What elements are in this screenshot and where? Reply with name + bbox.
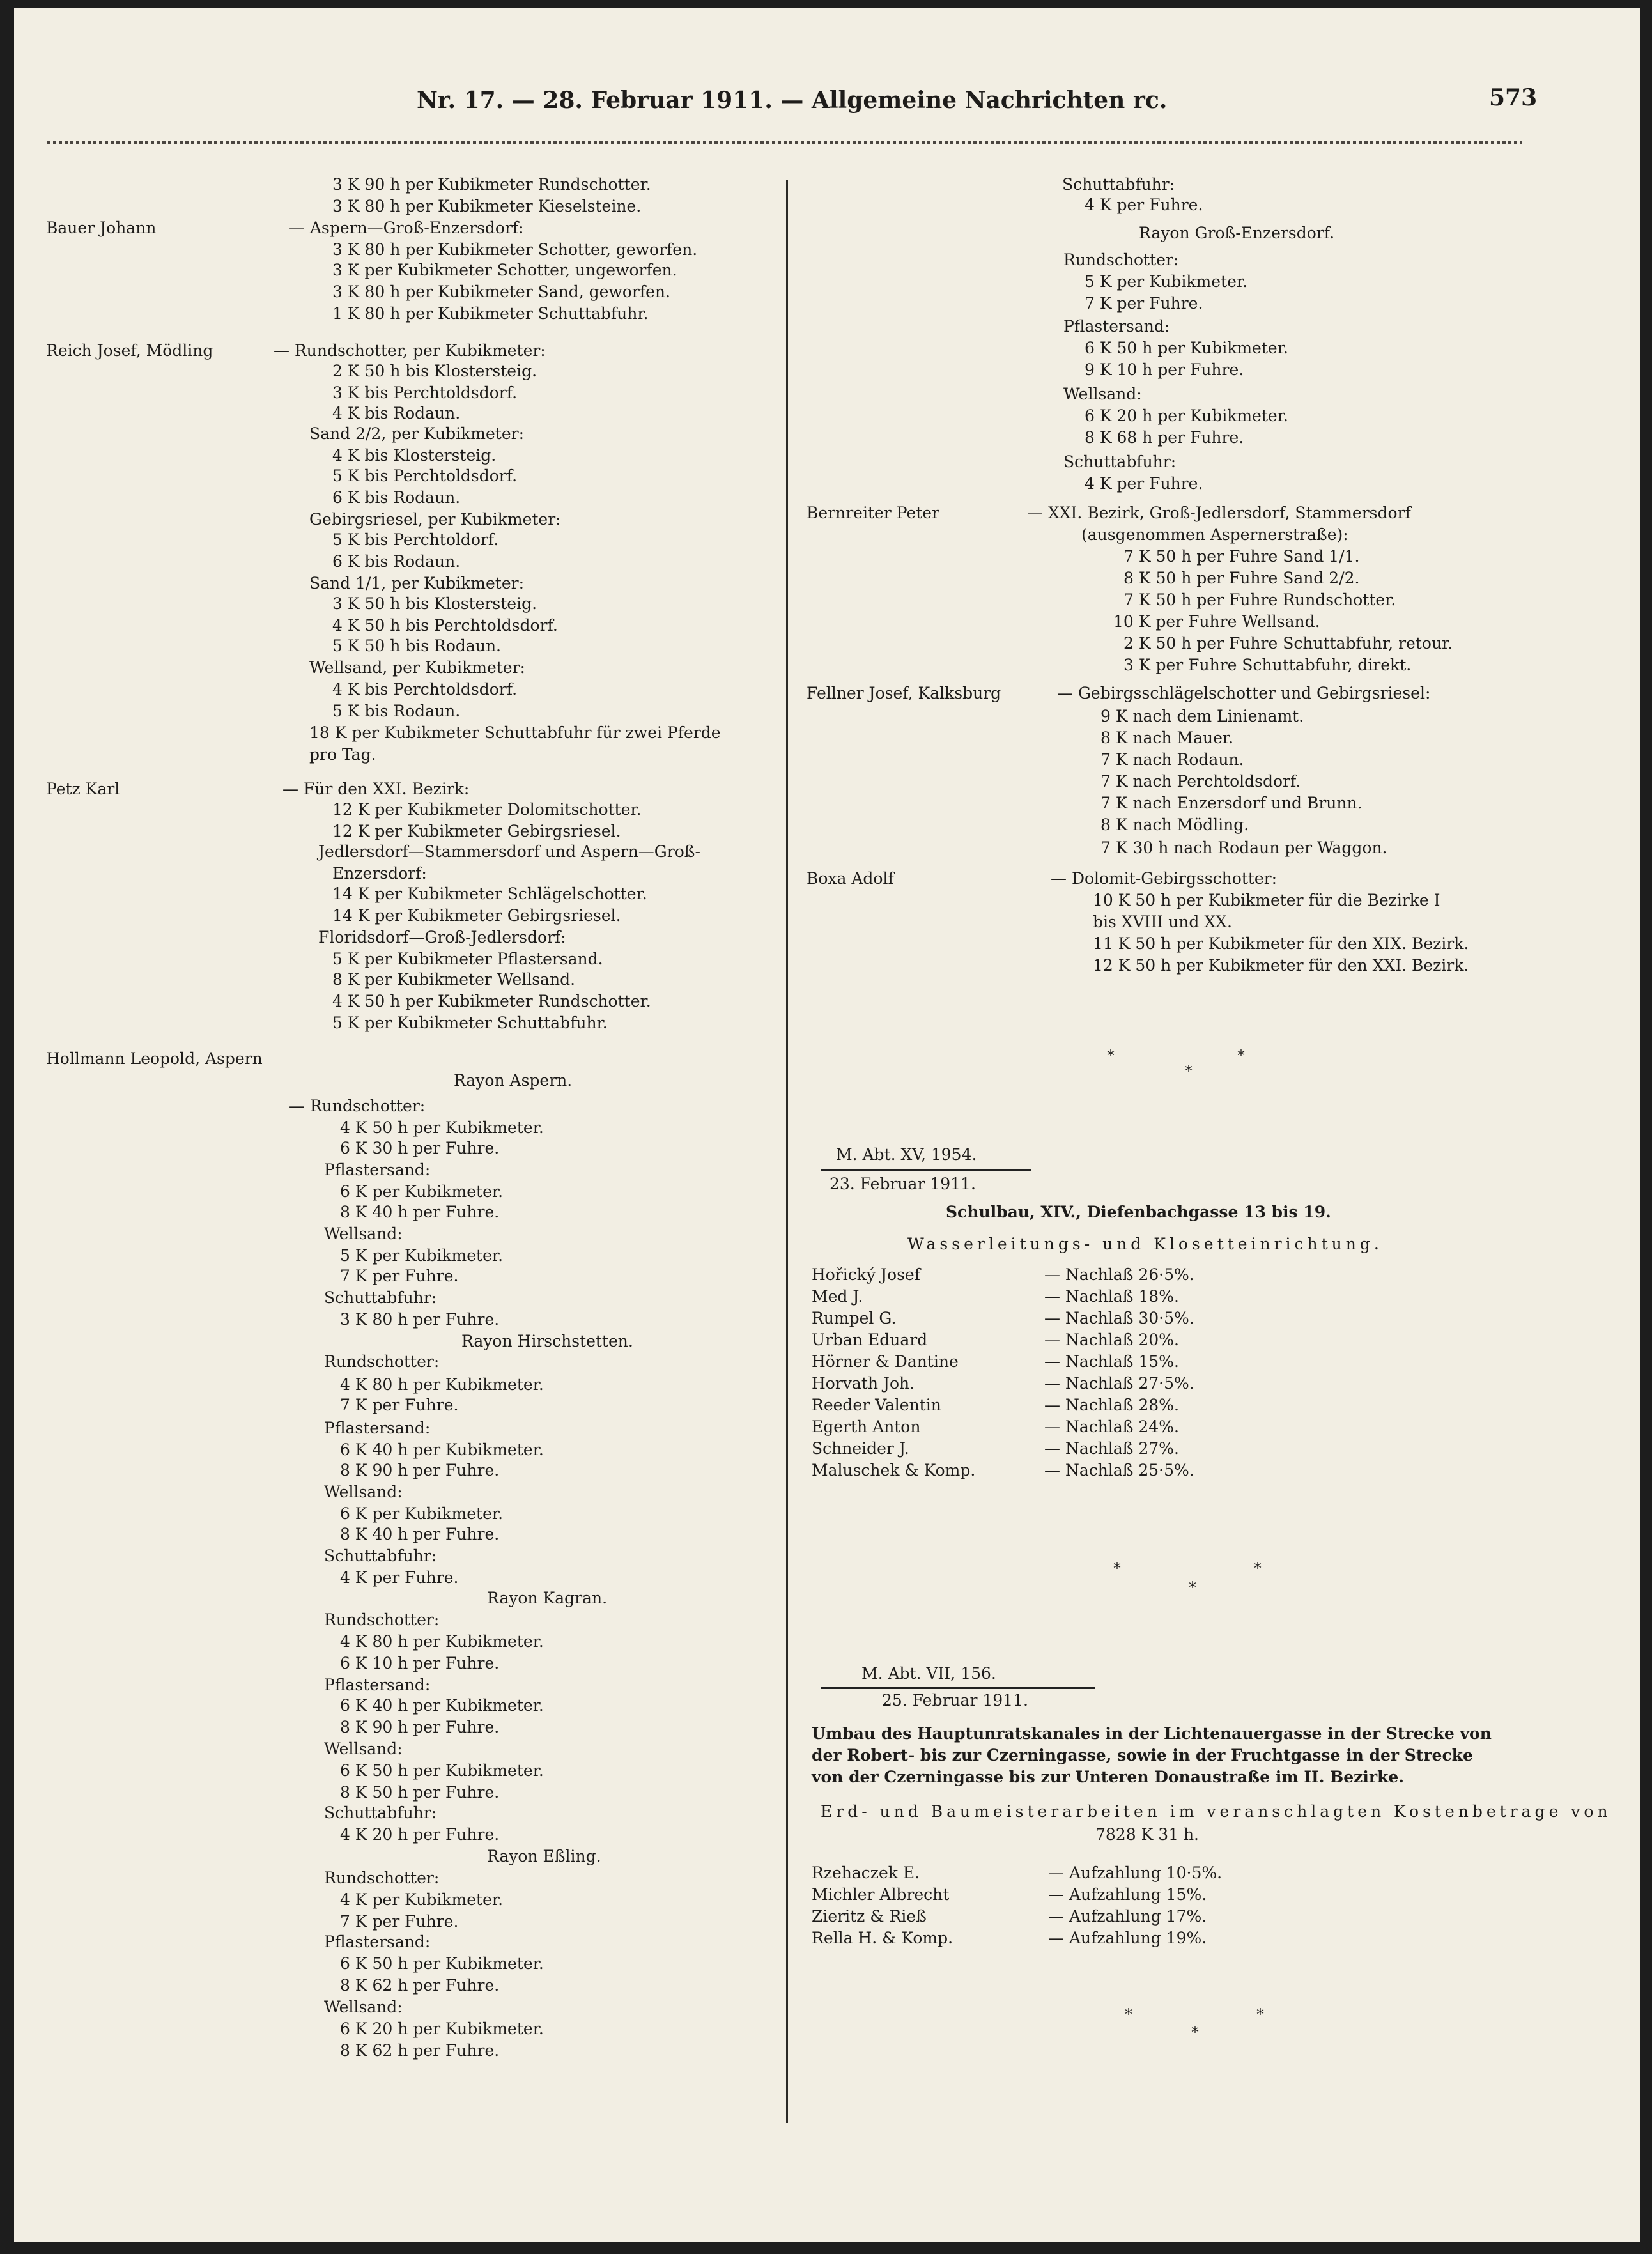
price-line: — Aspern—Groß-Enzersdorf:	[289, 219, 524, 237]
bidder-name: Reich Josef, Mödling	[46, 341, 213, 360]
price-line: Wellsand:	[324, 1998, 403, 2016]
price-line: 8 K 50 h per Fuhre Sand 2/2.	[1123, 569, 1360, 587]
separator-star: *	[1185, 1062, 1193, 1080]
notice-ref: M. Abt. VII, 156.	[861, 1664, 996, 1683]
price-line: 18 K per Kubikmeter Schuttabfuhr für zwei Pferde	[309, 723, 721, 742]
price-line: Pflastersand:	[324, 1419, 431, 1437]
price-line: 8 K 62 h per Fuhre.	[340, 1976, 500, 1995]
bidder-name: Bernreiter Peter	[807, 504, 939, 522]
bidder-name: Petz Karl	[46, 780, 120, 798]
separator-star: *	[1254, 1559, 1262, 1577]
price-line: 4 K per Kubikmeter.	[340, 1890, 504, 1909]
result-name: Michler Albrecht	[812, 1885, 950, 1904]
result-name: Reeder Valentin	[812, 1396, 941, 1414]
price-line: 3 K 80 h per Kubikmeter Sand, geworfen.	[332, 282, 670, 301]
price-line: 4 K per Fuhre.	[340, 1568, 459, 1587]
price-line: Rayon Eßling.	[487, 1847, 601, 1865]
result-name: Rzehaczek E.	[812, 1864, 920, 1882]
price-line: Rundschotter:	[324, 1610, 440, 1629]
price-line: Rundschotter:	[1063, 251, 1179, 269]
result-value: — Nachlaß 30·5%.	[1044, 1309, 1194, 1327]
price-line: 6 K 50 h per Kubikmeter.	[340, 1954, 544, 1973]
separator-star: *	[1125, 2005, 1132, 2023]
price-line: 5 K bis Rodaun.	[332, 702, 461, 720]
price-line: Schuttabfuhr:	[324, 1288, 437, 1307]
result-value: — Nachlaß 28%.	[1044, 1396, 1179, 1414]
result-name: Rella H. & Komp.	[812, 1929, 953, 1947]
price-line: 11 K 50 h per Kubikmeter für den XIX. Bezirk.	[1093, 934, 1469, 953]
price-line: 8 K 68 h per Fuhre.	[1085, 428, 1244, 447]
result-name: Med J.	[812, 1287, 863, 1306]
price-line: 7 K per Fuhre.	[1085, 294, 1203, 313]
price-line: 5 K per Kubikmeter.	[1085, 272, 1248, 291]
price-line: 4 K 20 h per Fuhre.	[340, 1825, 500, 1844]
price-line: 4 K per Fuhre.	[1085, 474, 1203, 493]
result-value: — Aufzahlung 19%.	[1048, 1929, 1207, 1947]
notice-amount: 7828 K 31 h.	[1095, 1825, 1199, 1844]
price-line: 7 K 30 h nach Rodaun per Waggon.	[1100, 838, 1387, 857]
price-line: 10 K 50 h per Kubikmeter für die Bezirke I	[1093, 891, 1440, 909]
price-line: — Rundschotter, per Kubikmeter:	[274, 341, 546, 360]
notice-date: 23. Februar 1911.	[830, 1175, 976, 1193]
page-header-title: Nr. 17. — 28. Februar 1911. — Allgemeine Nachrichten rc.	[417, 87, 1168, 114]
price-line: 6 K per Kubikmeter.	[340, 1504, 504, 1523]
price-line: 4 K 50 h bis Perchtoldsdorf.	[332, 616, 558, 635]
price-line: 10 K per Fuhre Wellsand.	[1113, 612, 1320, 631]
result-name: Urban Eduard	[812, 1331, 928, 1349]
price-line: 6 K per Kubikmeter.	[340, 1182, 504, 1201]
separator-star: *	[1113, 1559, 1121, 1577]
price-line: 8 K 62 h per Fuhre.	[340, 2041, 500, 2060]
price-line: 6 K bis Rodaun.	[332, 552, 461, 571]
bidder-name: Hollmann Leopold, Aspern	[46, 1049, 263, 1068]
price-line: — XXI. Bezirk, Groß-Jedlersdorf, Stammersdorf	[1027, 504, 1411, 522]
result-name: Horvath Joh.	[812, 1374, 915, 1393]
price-line: 6 K 20 h per Kubikmeter.	[1085, 406, 1288, 425]
price-line: 5 K per Kubikmeter Pflastersand.	[332, 950, 603, 968]
result-name: Zieritz & Rieß	[812, 1907, 927, 1926]
price-line: 4 K bis Klostersteig.	[332, 446, 497, 465]
price-line: Sand 2/2, per Kubikmeter:	[309, 424, 524, 443]
price-line: Jedlersdorf—Stammersdorf und Aspern—Groß-	[318, 842, 700, 861]
price-line: 12 K per Kubikmeter Gebirgsriesel.	[332, 822, 621, 840]
separator-star: *	[1191, 2023, 1199, 2041]
price-line: 6 K 40 h per Kubikmeter.	[340, 1696, 544, 1715]
price-line: — Dolomit-Gebirgsschotter:	[1051, 869, 1278, 888]
price-line: 1 K 80 h per Kubikmeter Schuttabfuhr.	[332, 304, 649, 323]
price-line: 5 K per Kubikmeter Schuttabfuhr.	[332, 1014, 608, 1032]
price-line: 4 K 50 h per Kubikmeter.	[340, 1118, 544, 1137]
page-number: 573	[1489, 84, 1538, 111]
notice-ref-underline	[821, 1169, 1031, 1171]
bidder-name: Bauer Johann	[46, 219, 157, 237]
price-line: 3 K bis Perchtoldsdorf.	[332, 383, 518, 402]
price-line: 5 K bis Perchtoldsdorf.	[332, 467, 518, 485]
price-line: Wellsand:	[324, 1224, 403, 1243]
price-line: — Für den XXI. Bezirk:	[282, 780, 470, 798]
separator-star: *	[1237, 1047, 1245, 1065]
price-line: Pflastersand:	[324, 1676, 431, 1694]
price-line: 14 K per Kubikmeter Schlägelschotter.	[332, 884, 647, 903]
price-line: Wellsand:	[324, 1740, 403, 1758]
price-line: Schuttabfuhr:	[1062, 175, 1175, 194]
price-line: Pflastersand:	[324, 1161, 431, 1179]
price-line: 6 K 10 h per Fuhre.	[340, 1654, 500, 1672]
price-line: 3 K 90 h per Kubikmeter Rundschotter.	[332, 175, 651, 194]
price-line: Schuttabfuhr:	[324, 1803, 437, 1822]
price-line: Pflastersand:	[324, 1933, 431, 1951]
price-line: Sand 1/1, per Kubikmeter:	[309, 574, 524, 592]
price-line: Rayon Aspern.	[454, 1071, 573, 1090]
column-divider	[786, 180, 788, 2123]
result-name: Hořický Josef	[812, 1265, 920, 1284]
separator-star: *	[1107, 1047, 1115, 1065]
result-value: — Nachlaß 15%.	[1044, 1352, 1179, 1371]
price-line: 7 K nach Perchtoldsdorf.	[1100, 772, 1301, 791]
result-value: — Aufzahlung 17%.	[1048, 1907, 1207, 1926]
price-line: Enzersdorf:	[332, 864, 427, 883]
price-line: 3 K 80 h per Kubikmeter Schotter, geworfen.	[332, 240, 698, 259]
price-line: 8 K 40 h per Fuhre.	[340, 1525, 500, 1543]
price-line: Schuttabfuhr:	[1063, 452, 1177, 471]
result-value: — Nachlaß 26·5%.	[1044, 1265, 1194, 1284]
price-line: 8 K nach Mödling.	[1100, 815, 1249, 834]
price-line: Pflastersand:	[1063, 317, 1170, 336]
price-line: 8 K 90 h per Fuhre.	[340, 1718, 500, 1736]
price-line: 9 K nach dem Linienamt.	[1100, 707, 1304, 725]
result-value: — Aufzahlung 10·5%.	[1048, 1864, 1223, 1882]
price-line: Rayon Hirschstetten.	[461, 1332, 633, 1350]
price-line: 12 K per Kubikmeter Dolomitschotter.	[332, 800, 642, 819]
result-name: Hörner & Dantine	[812, 1352, 959, 1371]
newspaper-page	[14, 8, 1640, 2242]
separator-star: *	[1189, 1579, 1196, 1596]
price-line: 5 K 50 h bis Rodaun.	[332, 637, 501, 655]
result-value: — Nachlaß 20%.	[1044, 1331, 1179, 1349]
price-line: 3 K 80 h per Fuhre.	[340, 1310, 500, 1329]
price-line: 3 K per Kubikmeter Schotter, ungeworfen.	[332, 261, 677, 279]
price-line: bis XVIII und XX.	[1093, 913, 1232, 931]
price-line: 3 K per Fuhre Schuttabfuhr, direkt.	[1123, 656, 1412, 674]
price-line: 6 K 50 h per Kubikmeter.	[340, 1761, 544, 1780]
price-line: Wellsand, per Kubikmeter:	[309, 658, 525, 677]
result-value: — Nachlaß 25·5%.	[1044, 1461, 1194, 1479]
result-name: Rumpel G.	[812, 1309, 897, 1327]
price-line: Rundschotter:	[324, 1352, 440, 1371]
header-rule	[47, 141, 1522, 144]
price-line: pro Tag.	[309, 745, 376, 764]
price-line: 9 K 10 h per Fuhre.	[1085, 360, 1244, 379]
price-line: 4 K 80 h per Kubikmeter.	[340, 1632, 544, 1651]
price-line: Rundschotter:	[324, 1869, 440, 1887]
notice-subtitle: Erd- und Baumeisterarbeiten im veranschlagten Kostenbetrage von	[821, 1802, 1612, 1821]
price-line: 3 K 50 h bis Klostersteig.	[332, 594, 537, 613]
price-line: 6 K bis Rodaun.	[332, 488, 461, 507]
price-line: 7 K per Fuhre.	[340, 1396, 459, 1414]
price-line: 14 K per Kubikmeter Gebirgsriesel.	[332, 906, 621, 925]
result-name: Egerth Anton	[812, 1417, 921, 1436]
price-line: 7 K per Fuhre.	[340, 1267, 459, 1285]
bidder-name: Boxa Adolf	[807, 869, 894, 888]
result-value: — Nachlaß 27%.	[1044, 1439, 1179, 1458]
price-line: 4 K 80 h per Kubikmeter.	[340, 1375, 544, 1394]
notice-date: 25. Februar 1911.	[882, 1691, 1028, 1710]
notice-title: Schulbau, XIV., Diefenbachgasse 13 bis 19.	[946, 1203, 1331, 1221]
price-line: 4 K bis Rodaun.	[332, 404, 461, 422]
price-line: 2 K 50 h per Fuhre Schuttabfuhr, retour.	[1123, 634, 1453, 652]
price-line: 5 K bis Perchtoldorf.	[332, 530, 499, 549]
result-value: — Nachlaß 18%.	[1044, 1287, 1179, 1306]
price-line: 6 K 40 h per Kubikmeter.	[340, 1440, 544, 1459]
price-line: (ausgenommen Aspernerstraße):	[1081, 525, 1348, 544]
notice-title-line: von der Czerningasse bis zur Unteren Donaustraße im II. Bezirke.	[812, 1768, 1404, 1786]
price-line: 6 K 30 h per Fuhre.	[340, 1139, 500, 1157]
price-line: 8 K 90 h per Fuhre.	[340, 1461, 500, 1479]
price-line: 5 K per Kubikmeter.	[340, 1246, 504, 1265]
price-line: Wellsand:	[1063, 385, 1142, 403]
price-line: Gebirgsriesel, per Kubikmeter:	[309, 510, 561, 529]
price-line: 7 K 50 h per Fuhre Rundschotter.	[1123, 591, 1396, 609]
price-line: 6 K 50 h per Kubikmeter.	[1085, 339, 1288, 357]
price-line: 6 K 20 h per Kubikmeter.	[340, 2019, 544, 2038]
bidder-name: Fellner Josef, Kalksburg	[807, 684, 1001, 702]
price-line: — Rundschotter:	[289, 1097, 426, 1115]
notice-ref-underline	[821, 1687, 1095, 1689]
result-value: — Nachlaß 24%.	[1044, 1417, 1179, 1436]
price-line: Rayon Kagran.	[487, 1589, 608, 1607]
result-name: Maluschek & Komp.	[812, 1461, 976, 1479]
price-line: Rayon Groß-Enzersdorf.	[1139, 224, 1335, 242]
price-line: 7 K nach Rodaun.	[1100, 750, 1244, 769]
price-line: 4 K bis Perchtoldsdorf.	[332, 680, 518, 699]
price-line: 2 K 50 h bis Klostersteig.	[332, 362, 537, 380]
price-line: — Gebirgsschlägelschotter und Gebirgsriesel:	[1057, 684, 1431, 702]
result-name: Schneider J.	[812, 1439, 909, 1458]
price-line: 8 K nach Mauer.	[1100, 729, 1234, 747]
price-line: 4 K per Fuhre.	[1085, 196, 1203, 214]
price-line: 7 K nach Enzersdorf und Brunn.	[1100, 794, 1363, 812]
price-line: 12 K 50 h per Kubikmeter für den XXI. Bezirk.	[1093, 956, 1469, 975]
price-line: Floridsdorf—Groß-Jedlersdorf:	[318, 928, 566, 946]
price-line: 7 K 50 h per Fuhre Sand 1/1.	[1123, 547, 1360, 566]
price-line: 4 K 50 h per Kubikmeter Rundschotter.	[332, 992, 651, 1010]
price-line: 3 K 80 h per Kubikmeter Kieselsteine.	[332, 197, 642, 215]
price-line: 8 K 50 h per Fuhre.	[340, 1783, 500, 1802]
notice-title-line: der Robert- bis zur Czerningasse, sowie in der Fruchtgasse in der Strecke	[812, 1746, 1473, 1764]
result-value: — Aufzahlung 15%.	[1048, 1885, 1207, 1904]
separator-star: *	[1256, 2005, 1264, 2023]
result-value: — Nachlaß 27·5%.	[1044, 1374, 1194, 1393]
notice-subtitle: Wasserleitungs- und Klosetteinrichtung.	[907, 1235, 1383, 1253]
price-line: 8 K 40 h per Fuhre.	[340, 1203, 500, 1221]
price-line: 8 K per Kubikmeter Wellsand.	[332, 970, 576, 989]
price-line: Wellsand:	[324, 1483, 403, 1501]
price-line: 7 K per Fuhre.	[340, 1912, 459, 1931]
price-line: Schuttabfuhr:	[324, 1547, 437, 1565]
notice-ref: M. Abt. XV, 1954.	[836, 1145, 977, 1164]
notice-title-line: Umbau des Hauptunratskanales in der Lichtenauergasse in der Strecke von	[812, 1724, 1492, 1743]
